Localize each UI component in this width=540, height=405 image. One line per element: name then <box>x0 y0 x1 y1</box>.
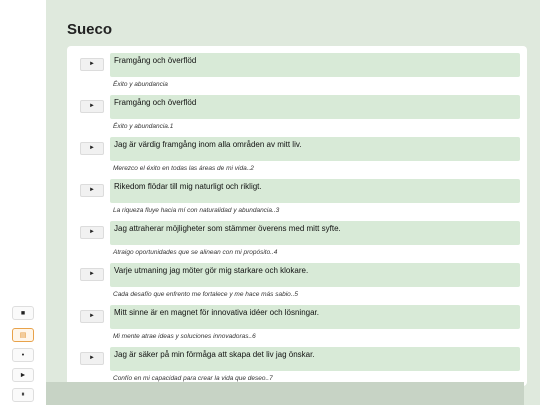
play-button[interactable]: ► <box>80 352 104 365</box>
play-all-button[interactable]: ► <box>12 368 34 382</box>
phrase-translation: La riqueza fluye hacia mí con naturalidad y abundancia..3 <box>113 207 280 214</box>
play-button[interactable]: ► <box>80 184 104 197</box>
phrase-row <box>67 88 527 130</box>
phrase-row <box>67 298 527 340</box>
page-title: Sueco <box>67 21 113 38</box>
phrase-translation: Éxito y abundancia <box>113 81 168 88</box>
phrase-row <box>67 214 527 256</box>
phrase-text: Framgång och överflöd <box>110 95 520 119</box>
play-button[interactable]: ► <box>80 226 104 239</box>
phrase-translation: Éxito y abundancia.1 <box>113 123 174 130</box>
phrase-text: Jag är värdig framgång inom alla områden av mitt liv. <box>110 137 520 161</box>
phrase-translation: Merezco el éxito en todas las áreas de mi vida..2 <box>113 165 254 172</box>
phrase-translation: Atraigo oportunidades que se alinean con mi propósito..4 <box>113 249 278 256</box>
play-button[interactable]: ► <box>80 100 104 113</box>
list-button[interactable]: ▤ <box>12 328 34 342</box>
phrase-translation: Cada desafío que enfrento me fortalece y me hace más sabio..5 <box>113 291 298 298</box>
dot-button[interactable]: • <box>12 348 34 362</box>
play-button[interactable]: ► <box>80 142 104 155</box>
play-button[interactable]: ► <box>80 268 104 281</box>
phrase-text: Jag attraherar möjligheter som stämmer överens med mitt syfte. <box>110 221 520 245</box>
phrase-text: Jag är säker på min förmåga att skapa det liv jag önskar. <box>110 347 520 371</box>
play-button[interactable]: ► <box>80 310 104 323</box>
left-rail <box>0 0 46 405</box>
main-panel <box>46 0 540 405</box>
phrase-translation: Mi mente atrae ideas y soluciones innovadoras..6 <box>113 333 256 340</box>
phrase-row <box>67 130 527 172</box>
bottom-bar <box>46 382 524 405</box>
phrase-translation: Confío en mi capacidad para crear la vida que deseo..7 <box>113 375 273 382</box>
phrase-text: Rikedom flödar till mig naturligt och rikligt. <box>110 179 520 203</box>
phrase-text: Framgång och överflöd <box>110 53 520 77</box>
phrase-list <box>67 46 527 386</box>
pause-button[interactable]: ⏸ <box>12 388 34 402</box>
phrase-row <box>67 172 527 214</box>
phrase-text: Mitt sinne är en magnet för innovativa idéer och lösningar. <box>110 305 520 329</box>
play-button[interactable]: ► <box>80 58 104 71</box>
phrase-row <box>67 46 527 88</box>
phrase-row <box>67 340 527 382</box>
phrase-text: Varje utmaning jag möter gör mig starkare och klokare. <box>110 263 520 287</box>
stop-button[interactable]: ■ <box>12 306 34 320</box>
phrase-row <box>67 256 527 298</box>
